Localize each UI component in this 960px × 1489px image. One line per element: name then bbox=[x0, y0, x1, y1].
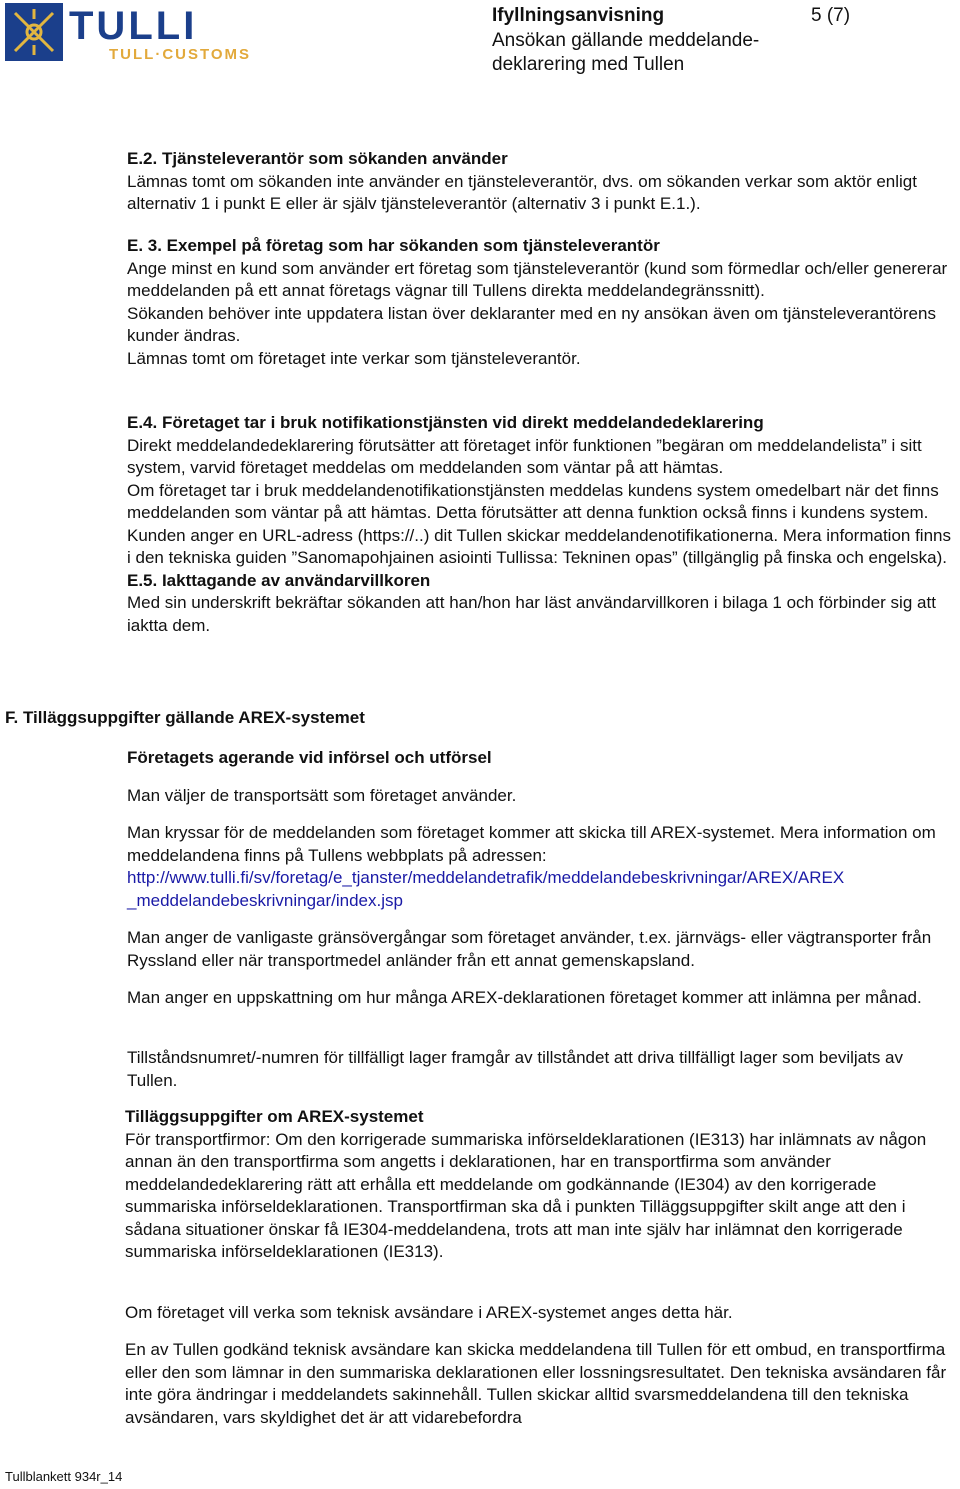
section-e2-heading: E.2. Tjänsteleverantör som sökanden använder bbox=[127, 149, 508, 168]
section-f-heading: F. Tilläggsuppgifter gällande AREX-systemet bbox=[5, 708, 365, 727]
section-f-p2-block bbox=[127, 822, 957, 912]
arex-link[interactable]: http://www.tulli.fi/sv/foretag/e_tjanster/meddelandetrafik/meddelandebeskrivningar/AREX/AREX _meddelandebeskrivningar/index.jsp bbox=[127, 868, 845, 910]
section-f-p5: Tillståndsnumret/-numren för tillfälligt lager framgår av tillståndet att driva tillfälligt lager som beviljats av Tullen. bbox=[127, 1048, 904, 1090]
section-e5-heading: E.5. Iakttagande av användarvillkoren bbox=[127, 570, 431, 590]
section-e3-heading: E. 3. Exempel på företag som har sökanden som tjänsteleverantör bbox=[127, 236, 660, 255]
section-arex-p1: För transportfirmor: Om den korrigerade summariska införseldeklarationen (IE313) har inlämnats av någon annan än den transportfirma som angetts i deklarationen, har en transportfirma som använder meddelandedeklarering rätt att erhålla ett meddelande om godkännande (IE304) av den korrigerade summariska införseldeklarationen. Transportfirman ska då i punkten Tilläggsuppgifter skilt ange att den i sådana situationer önskar få IE304-meddelandena, trots att man inte själv har inlämnat den korrigerade summariska införseldeklarationen (IE313). bbox=[125, 1129, 927, 1261]
section-arex bbox=[125, 1106, 957, 1264]
form-footer: Tullblankett 934r_14 bbox=[5, 1469, 123, 1484]
section-e5-text: Med sin underskrift bekräftar sökanden att han/hon har läst användarvillkoren i bilaga 1 och förbinder sig att iaktta dem. bbox=[127, 593, 936, 635]
doc-title: Ifyllningsanvisning bbox=[492, 5, 665, 26]
section-arex-p3: En av Tullen godkänd teknisk avsändare kan skicka meddelandena till Tullen för ett ombud, en transportfirma eller den som lämnar in den summariska deklarationen eller lossningsresultatet. Den tekniska avsändaren får inte göra ändringar i meddelandets sakinnehåll. Tullen skickar alltid svarsmeddelandena till den tekniska avsändaren, vars skyldighet det är att vidarebefordra bbox=[125, 1340, 947, 1427]
section-arex-heading: Tilläggsuppgifter om AREX-systemet bbox=[125, 1107, 424, 1126]
section-f-p4: Man anger en uppskattning om hur många AREX-deklarationen företaget kommer att inlämna per månad. bbox=[127, 988, 922, 1007]
section-arex-p2: Om företaget vill verka som teknisk avsändare i AREX-systemet anges detta här. bbox=[125, 1303, 733, 1322]
section-e3-p3: Lämnas tomt om företaget inte verkar som tjänsteleverantör. bbox=[127, 348, 581, 368]
section-e2-text: Lämnas tomt om sökanden inte använder en tjänsteleverantör, dvs. om sökanden verkar som aktör enligt alternativ 1 i punkt E eller är själv tjänsteleverantör (alternativ 3 i punkt E.1.). bbox=[127, 171, 917, 213]
section-f-p3: Man anger de vanligaste gränsövergångar som företaget använder, t.ex. järnvägs- eller vägtransporter från Ryssland eller när transportmedel anländer från ett annat gemenskapsland. bbox=[127, 928, 932, 970]
section-f-p1: Man väljer de transportsätt som företaget använder. bbox=[127, 786, 517, 805]
section-e3-p1: Ange minst en kund som använder ert företag som tjänsteleverantör (kund som förmedlar och/eller genererar meddelanden på ett annat företags vägnar till Tullens direkta meddelandegränssnitt). bbox=[127, 258, 948, 300]
section-e4-heading: E.4. Företaget tar i bruk notifikationstjänsten vid direkt meddelandedeklarering bbox=[127, 413, 764, 432]
section-e4-p2: Om företaget tar i bruk meddelandenotifikationstjänsten meddelas kundens system omedelbart när det finns meddelanden som väntar på att hämtas. Detta förutsätter att denna funktion också finns i kundens system. Kunden anger en URL-adress (https://..) dit Tullen skickar meddelandenotifikationerna. Mera information finns i den tekniska guiden ”Sanomapohjainen asiointi Tullissa: Tekninen opas” (tillgänglig på finska och engelska). bbox=[127, 480, 951, 567]
section-e3-p2: Sökanden behöver inte uppdatera listan över deklaranter med en ny ansökan även om tjänsteleverantörens kunder ändras. bbox=[127, 303, 936, 345]
section-e3 bbox=[127, 235, 957, 370]
section-f-subheading: Företagets agerande vid införsel och utförsel bbox=[127, 748, 492, 767]
section-e2 bbox=[127, 148, 957, 216]
tulli-logo bbox=[5, 3, 295, 65]
page-number: 5 (7) bbox=[811, 5, 851, 26]
section-e4 bbox=[127, 412, 957, 637]
logo-brand-text: TULLI bbox=[69, 4, 198, 48]
logo-sub-text: TULL·CUSTOMS bbox=[109, 46, 252, 63]
doc-subtitle: Ansökan gällande meddelande-deklarering med Tullen bbox=[492, 30, 760, 75]
section-f-p2: Man kryssar för de meddelanden som företaget kommer att skicka till AREX-systemet. Mera information om meddelandena finns på Tullens webbplats på adressen: bbox=[127, 823, 936, 865]
section-e4-p1: Direkt meddelandedeklarering förutsätter att företaget inför funktionen ”begäran om meddelandelista” i sitt system, varvid företaget meddelas om meddelanden som väntar på att hämtas. bbox=[127, 435, 922, 477]
